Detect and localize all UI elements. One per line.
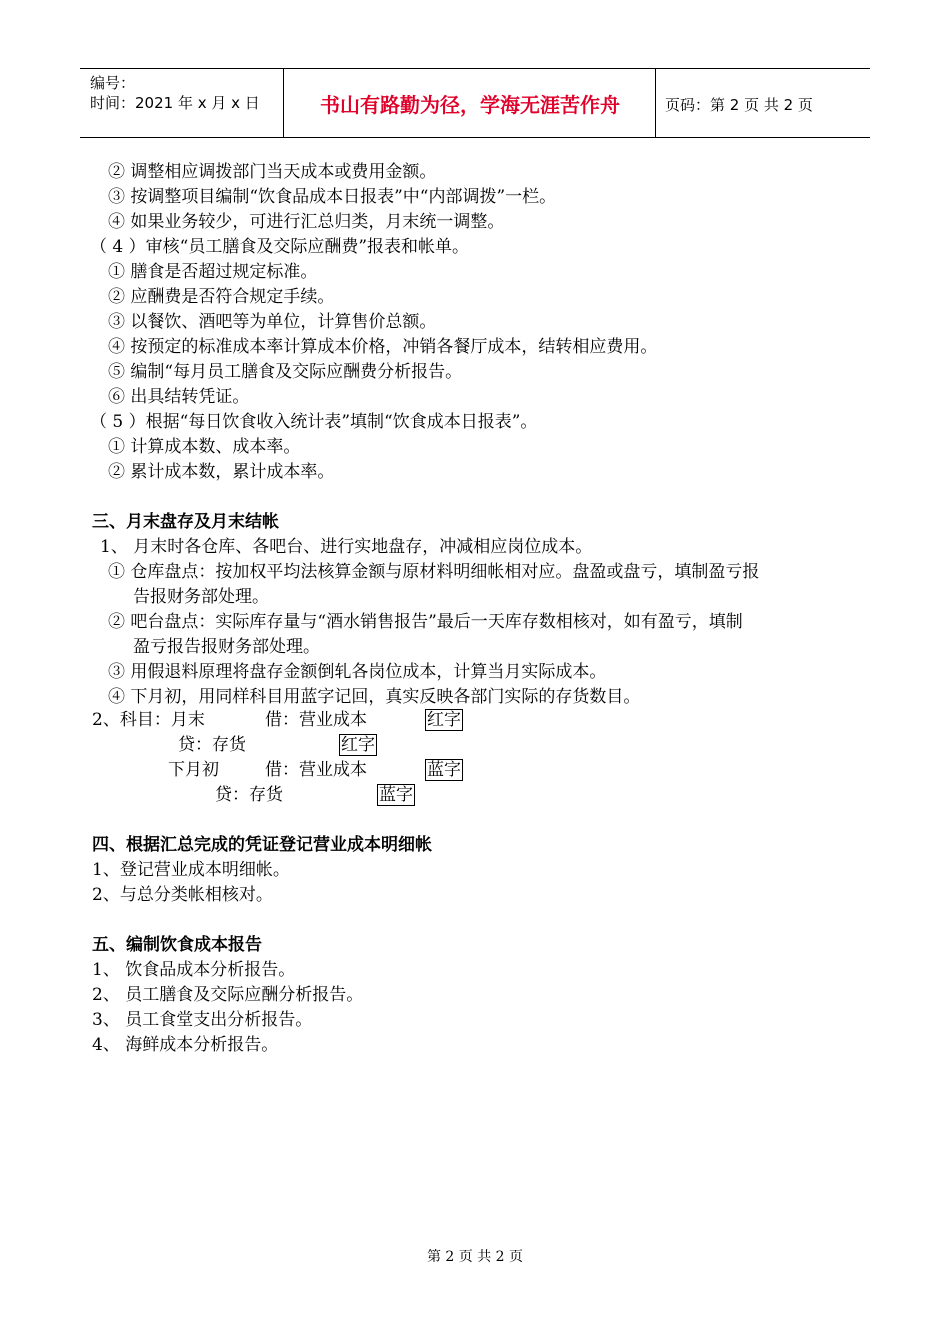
body-line: （ 4 ）审核“员工膳食及交际应酬费”报表和帐单。 xyxy=(90,237,470,257)
blue-ink-tag: 蓝字 xyxy=(379,785,413,805)
blue-ink-tag: 蓝字 xyxy=(427,760,461,780)
entry-account: 贷：存货 xyxy=(215,785,283,805)
body-line: ⑥ 出具结转凭证。 xyxy=(108,387,250,407)
body-line: ① 计算成本数、成本率。 xyxy=(108,437,301,457)
body-line: ② 调整相应调拨部门当天成本或费用金额。 xyxy=(108,162,437,182)
red-ink-tag: 红字 xyxy=(427,710,461,730)
entry-label: 2、科目：月末 xyxy=(92,710,205,730)
body-line: 2、 员工膳食及交际应酬分析报告。 xyxy=(92,985,364,1005)
body-line: 2、与总分类帐相核对。 xyxy=(92,885,273,905)
body-line: ① 仓库盘点：按加权平均法核算金额与原材料明细帐相对应。盘盈或盘亏，填制盈亏报 xyxy=(108,562,760,582)
body-line: ⑤ 编制“每月员工膳食及交际应酬费分析报告。 xyxy=(108,362,463,382)
section-heading: 三、月末盘存及月末结帐 xyxy=(92,512,279,532)
body-line: ④ 下月初，用同样科目用蓝字记回，真实反映各部门实际的存货数目。 xyxy=(108,687,641,707)
section-heading: 四、根据汇总完成的凭证登记营业成本明细帐 xyxy=(92,835,432,855)
header-page-info: 页码：第 2 页 共 2 页 xyxy=(665,96,813,114)
body-line: ② 吧台盘点：实际库存量与“酒水销售报告”最后一天库存数相核对，如有盈亏，填制 xyxy=(108,612,743,632)
entry-account: 贷：存货 xyxy=(178,735,246,755)
body-line: ① 膳食是否超过规定标准。 xyxy=(108,262,318,282)
body-line: 盈亏报告报财务部处理。 xyxy=(133,637,320,657)
entry-account: 借：营业成本 xyxy=(265,760,367,780)
body-line: ④ 按预定的标准成本率计算成本价格，冲销各餐厅成本，结转相应费用。 xyxy=(108,337,658,357)
body-line: ② 累计成本数，累计成本率。 xyxy=(108,462,335,482)
body-line: 3、 员工食堂支出分析报告。 xyxy=(92,1010,313,1030)
page-header xyxy=(80,68,870,138)
entry-account: 借：营业成本 xyxy=(265,710,367,730)
body-line: 1、 月末时各仓库、各吧台、进行实地盘存，冲减相应岗位成本。 xyxy=(100,537,593,557)
section-heading: 五、编制饮食成本报告 xyxy=(92,935,262,955)
body-line: 告报财务部处理。 xyxy=(133,587,269,607)
body-line: （ 5 ）根据“每日饮食收入统计表”填制“饮食成本日报表”。 xyxy=(90,412,538,432)
header-motto: 书山有路勤为径，学海无涯苦作舟 xyxy=(320,92,620,117)
page-footer: 第 2 页 共 2 页 xyxy=(426,1249,524,1265)
body-line: ③ 用假退料原理将盘存金额倒轧各岗位成本，计算当月实际成本。 xyxy=(108,662,607,682)
number-label: 编号： xyxy=(90,74,136,92)
body-line: 1、登记营业成本明细帐。 xyxy=(92,860,290,880)
entry-label: 下月初 xyxy=(168,760,219,780)
red-ink-tag: 红字 xyxy=(341,735,375,755)
body-line: ④ 如果业务较少，可进行汇总归类，月末统一调整。 xyxy=(108,212,505,232)
date-line: 时间：2021 年 x 月 x 日 xyxy=(90,94,260,112)
body-line: ③ 以餐饮、酒吧等为单位，计算售价总额。 xyxy=(108,312,437,332)
body-line: ② 应酬费是否符合规定手续。 xyxy=(108,287,335,307)
header-divider xyxy=(655,69,656,137)
body-line: 1、 饮食品成本分析报告。 xyxy=(92,960,296,980)
header-meta xyxy=(90,73,260,113)
body-line: 4、 海鲜成本分析报告。 xyxy=(92,1035,279,1055)
body-line: ③ 按调整项目编制“饮食品成本日报表”中“内部调拨”一栏。 xyxy=(108,187,557,207)
